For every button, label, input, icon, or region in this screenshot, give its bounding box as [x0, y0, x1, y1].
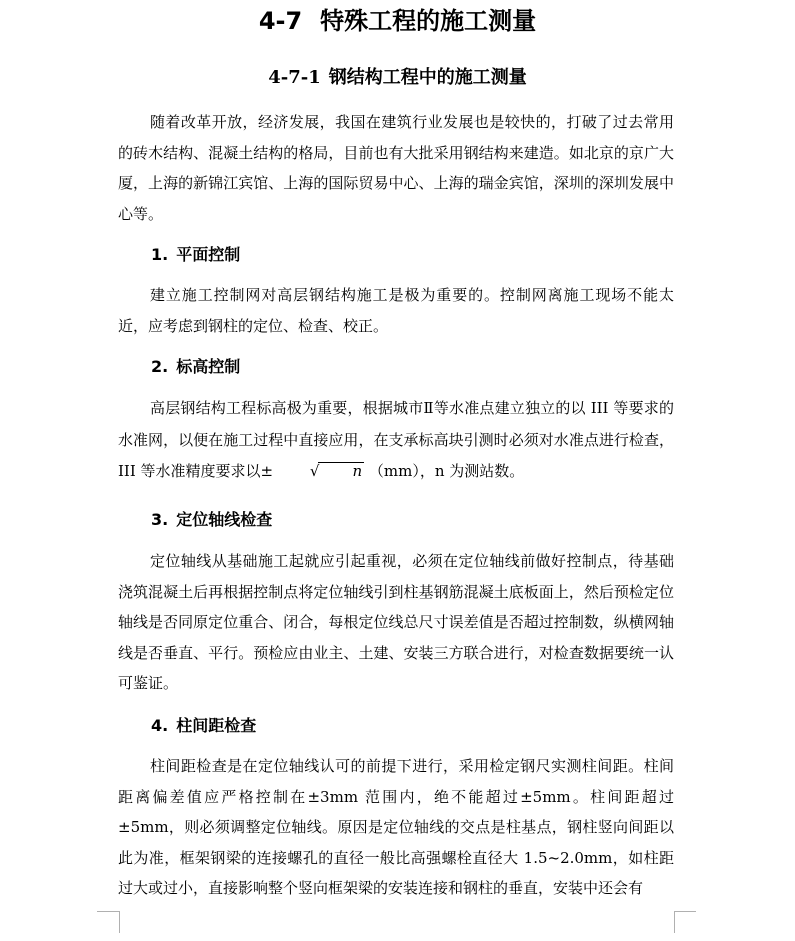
plane-control-paragraph: 建立施工控制网对高层钢结构施工是极为重要的。控制网离施工现场不能太近，应考虑到钢柱的定位、检查、校正。 — [118, 286, 674, 335]
elevation-text-before: 高层钢结构工程标高极为重要，根据城市Ⅱ等水准点建立独立的以 III 等要求的水准网，以便在施工过程中直接应用，在支承标高块引测时必须对水准点进行检查，III 等水准精度要求以± — [118, 399, 674, 480]
heading-text: 定位轴线检查 — [176, 510, 273, 529]
section-title-text: 特殊工程的施工测量 — [320, 7, 537, 35]
section-number: 4-7 — [258, 7, 303, 35]
subsection-title — [0, 64, 795, 92]
heading-column-spacing-check — [151, 713, 256, 739]
page-corner-mark-right — [674, 911, 697, 933]
heading-number: 1. — [151, 245, 169, 264]
heading-number: 3. — [151, 510, 169, 529]
heading-axis-check — [151, 507, 272, 533]
column-spacing-paragraph: 柱间距检查是在定位轴线认可的前提下进行，采用检定钢尺实测柱间距。柱间距离偏差值应严格控制在±3mm 范围内，绝不能超过±5mm。柱间距超过±5mm，则必须调整定位轴线。原因是定位轴线的交点是柱基点，钢柱竖向间距以此为准，框架钢梁的连接螺孔的直径一般比高强螺栓直径大 1.5~2.0mm，如柱距过大或过小，直接影响整个竖向框架梁的安装连接和钢柱的垂直，安装中还会有 — [118, 757, 674, 897]
radical-sign: √ — [309, 462, 320, 480]
subsection-number: 4-7-1 — [268, 67, 321, 88]
subsection-title-text: 钢结构工程中的施工测量 — [328, 67, 527, 88]
page-corner-mark-left-h — [97, 911, 119, 912]
heading-number: 2. — [151, 357, 169, 376]
heading-plane-control — [151, 242, 240, 268]
heading-elevation-control — [151, 354, 240, 380]
elevation-control-paragraph — [118, 393, 674, 488]
page-corner-mark-right-h — [674, 911, 696, 912]
heading-text: 柱间距检查 — [176, 716, 257, 735]
sqrt-n-formula — [278, 456, 364, 488]
heading-text: 平面控制 — [176, 245, 241, 264]
intro-paragraph: 随着改革开放，经济发展，我国在建筑行业发展也是较快的，打破了过去常用的砖木结构、混凝土结构的格局，目前也有大批采用钢结构来建造。如北京的京广大厦，上海的新锦江宾馆、上海的国际贸易中心、上海的瑞金宾馆，深圳的深圳发展中心等。 — [118, 113, 674, 223]
axis-check-paragraph: 定位轴线从基础施工起就应引起重视，必须在定位轴线前做好控制点，待基础浇筑混凝土后再根据控制点将定位轴线引到柱基钢筋混凝土底板面上，然后预检定位轴线是否同原定位重合、闭合，每根定位线总尺寸误差值是否超过控制数，纵横网轴线是否垂直、平行。预检应由业主、土建、安装三方联合进行，对检查数据要统一认可鉴证。 — [118, 552, 674, 692]
section-title — [0, 4, 795, 38]
heading-text: 标高控制 — [176, 357, 241, 376]
page-corner-mark-left — [97, 911, 120, 933]
elevation-text-after: （mm），n 为测站数。 — [364, 462, 525, 480]
radicand: n — [318, 462, 364, 479]
heading-number: 4. — [151, 716, 169, 735]
